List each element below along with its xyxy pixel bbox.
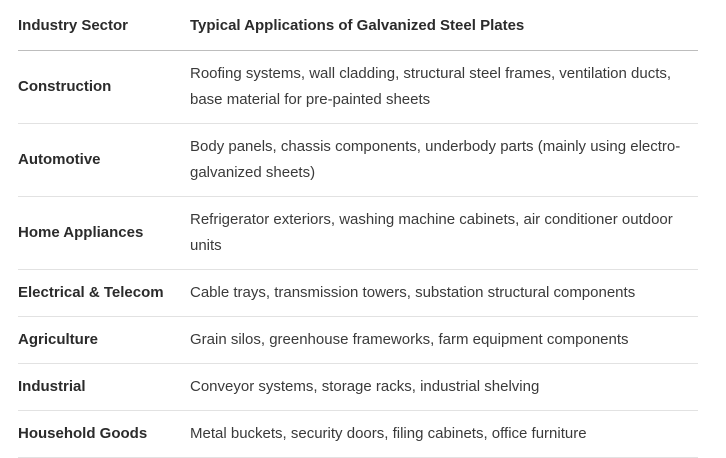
sector-cell: Electrical & Telecom (18, 270, 190, 317)
table-row (18, 411, 698, 458)
header-industry-sector: Industry Sector (18, 0, 190, 51)
applications-cell: Refrigerator exteriors, washing machine cabinets, air conditioner outdoor units (190, 197, 698, 270)
table-header (18, 0, 698, 51)
sector-cell: Home Appliances (18, 197, 190, 270)
sector-cell: Industrial (18, 364, 190, 411)
header-typical-applications: Typical Applications of Galvanized Steel Plates (190, 0, 698, 51)
table-row (18, 270, 698, 317)
table-row (18, 124, 698, 197)
applications-cell: Cable trays, transmission towers, substation structural components (190, 270, 698, 317)
sector-cell: Agriculture (18, 317, 190, 364)
table-row (18, 197, 698, 270)
applications-cell: Conveyor systems, storage racks, industrial shelving (190, 364, 698, 411)
applications-table (18, 0, 698, 458)
applications-table-container (18, 0, 698, 458)
applications-cell: Roofing systems, wall cladding, structural steel frames, ventilation ducts, base material for pre-painted sheets (190, 51, 698, 124)
sector-cell: Household Goods (18, 411, 190, 458)
sector-cell: Automotive (18, 124, 190, 197)
table-row (18, 364, 698, 411)
applications-cell: Metal buckets, security doors, filing cabinets, office furniture (190, 411, 698, 458)
table-body (18, 51, 698, 458)
applications-cell: Grain silos, greenhouse frameworks, farm equipment components (190, 317, 698, 364)
table-row (18, 51, 698, 124)
sector-cell: Construction (18, 51, 190, 124)
applications-cell: Body panels, chassis components, underbody parts (mainly using electro-galvanized sheets) (190, 124, 698, 197)
header-row (18, 0, 698, 51)
table-row (18, 317, 698, 364)
